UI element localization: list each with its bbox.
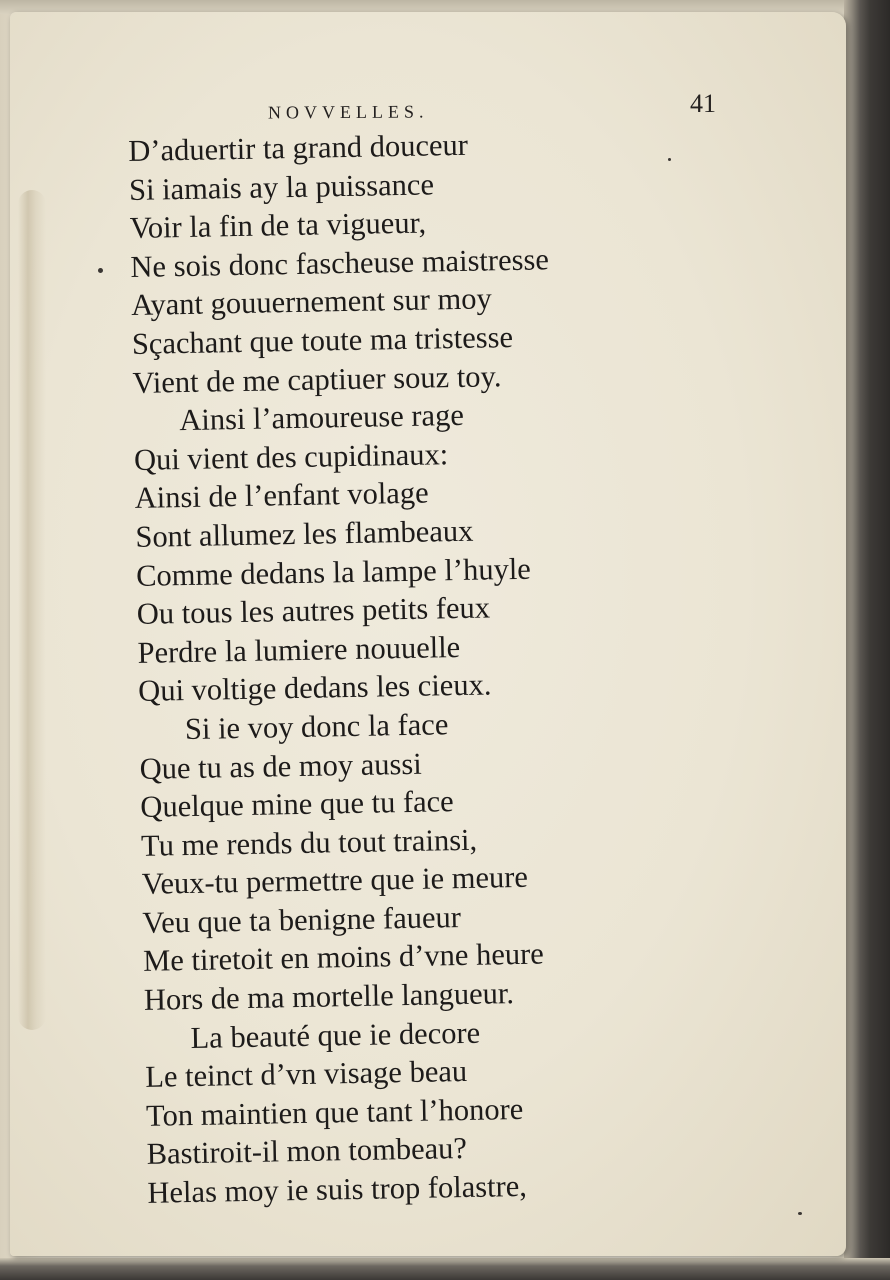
verse-line: Veux-tu permettre que ie meure — [141, 860, 529, 902]
page-stack-right-edge — [844, 0, 890, 1280]
ink-speck — [798, 1212, 802, 1215]
verse-line: La beauté que ie decore — [190, 1015, 481, 1055]
verse-line: Ainsi de l’enfant volage — [134, 475, 429, 516]
verse-line: Hors de ma mortelle langueur. — [143, 976, 515, 1017]
verse-line: Si ie voy donc la face — [184, 707, 449, 746]
running-title: NOVVELLES. — [267, 101, 429, 123]
verse-line: Ou tous les autres petits feux — [136, 590, 491, 632]
verse-line: Comme dedans la lampe l’huyle — [135, 551, 532, 593]
ink-speck — [98, 268, 103, 273]
verse-line: Tu me rends du tout trainsi, — [140, 822, 478, 863]
verse-line: Le teinct d’vn visage beau — [145, 1054, 468, 1095]
verse-line: Si iamais ay la puissance — [128, 166, 435, 207]
verse-line: Ton maintien que tant l’honore — [145, 1091, 524, 1133]
verse-line: Ayant gouuernement sur moy — [130, 281, 493, 323]
verse-line: Ne sois donc fascheuse maistresse — [130, 242, 550, 284]
verse-line: Quelque mine que tu face — [140, 784, 454, 824]
verse-line: Qui voltige dedans les cieux. — [137, 667, 492, 709]
verse-line: Helas moy ie suis trop folastre, — [147, 1168, 528, 1210]
verse-line: Sçachant que toute ma tristesse — [131, 319, 514, 361]
verse-block — [128, 120, 788, 1212]
verse-line: Sont allumez les flambeaux — [135, 513, 474, 554]
verse-line: Ainsi l’amoureuse rage — [178, 398, 465, 438]
verse-line: Bastiroit-il mon tombeau? — [146, 1131, 468, 1172]
verse-line: Voir la fin de ta vigueur, — [129, 205, 427, 246]
verse-line: Qui vient des cupidinaux: — [133, 436, 449, 477]
verse-line: D’aduertir ta grand douceur — [128, 127, 469, 168]
ink-speck — [668, 158, 671, 161]
verse-line: Vient de me captiuer souz toy. — [132, 358, 502, 400]
page-gutter-fold — [18, 190, 46, 1030]
verse-line: Perdre la lumiere nouuelle — [137, 629, 461, 670]
page-number: 41 — [690, 89, 716, 118]
verse-line: Me tiretoit en moins d’vne heure — [142, 936, 545, 979]
verse-line: Veu que ta benigne faueur — [142, 899, 462, 940]
page-stack-bottom-edge — [0, 1258, 890, 1280]
verse-line: Que tu as de moy aussi — [139, 746, 423, 786]
